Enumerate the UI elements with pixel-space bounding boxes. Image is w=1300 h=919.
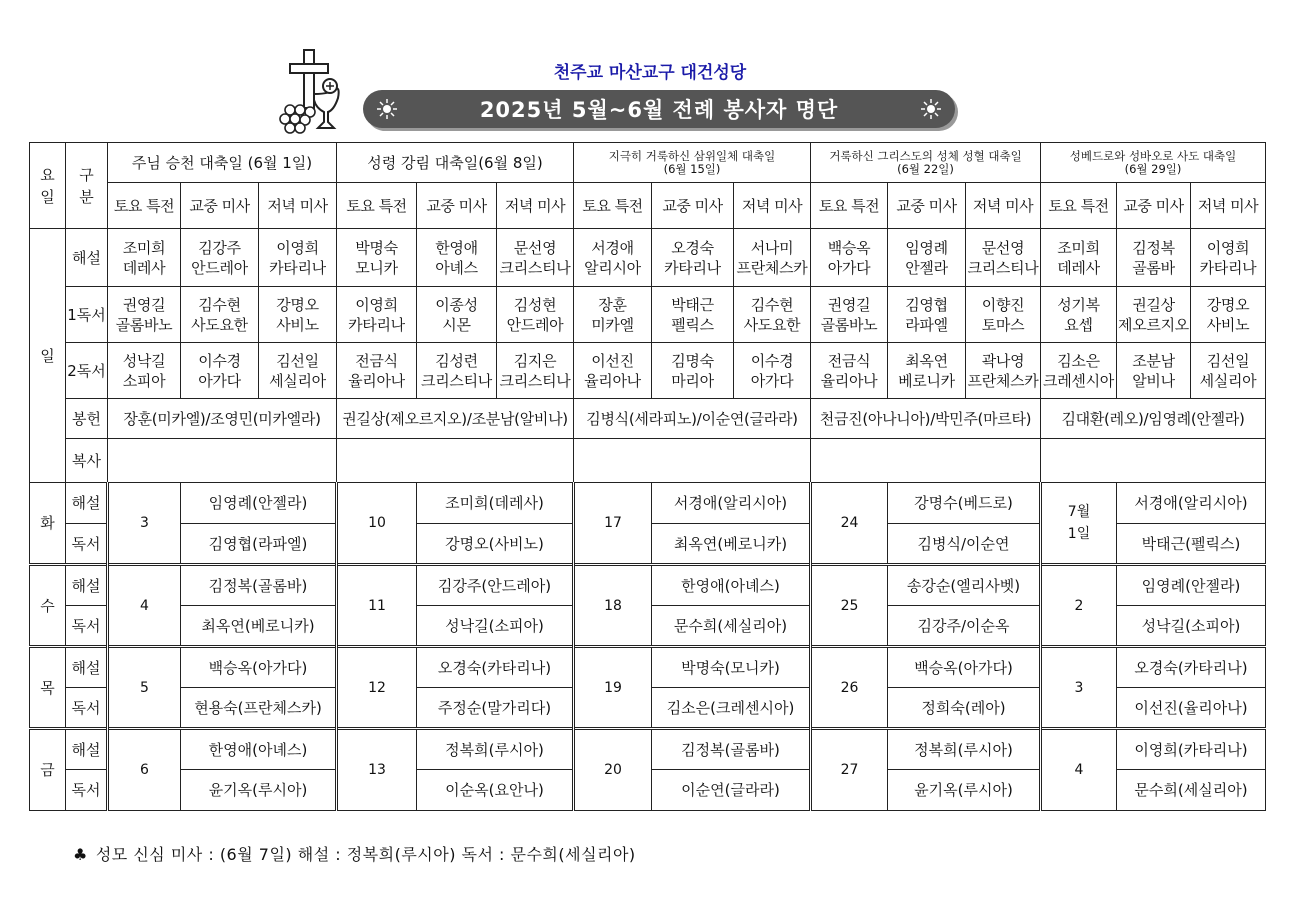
weekday-date [574,647,652,729]
reader-name: 이선진(율리아나) [1117,688,1266,729]
minister-baptismal-name: 모니카 [355,258,398,277]
feast-header [108,143,337,183]
feast-name: 지극히 거룩하신 삼위일체 대축일 [608,148,776,163]
weekday-date [1041,483,1117,565]
minister-baptismal-name: 시몬 [442,315,471,334]
weekday-date-text: 6 [140,762,149,778]
reader-name: 김강주/이순옥 [888,606,1041,647]
mass-type-header: 토요 특전 [574,183,652,229]
reader-name: 최옥연(베로니카) [652,524,811,565]
minister-name: 이종성 [435,295,478,314]
reader-name: 김영협(라파엘) [181,524,337,565]
minister-name: 이영희 [276,238,319,257]
minister-baptismal-name: 크리스티나 [499,258,571,277]
minister-cell [1041,343,1117,399]
minister-baptismal-name: 크리스티나 [499,371,571,390]
reader-name: 김소은(크레센시아) [652,688,811,729]
minister-name: 문선영 [981,238,1025,257]
minister-name: 김소은 [1057,351,1100,370]
commentator-name: 송강순(엘리사벳) [888,565,1041,606]
minister-baptismal-name: 카타리나 [269,258,326,277]
minister-cell [181,287,259,343]
reader-name: 현용숙(프란체스카) [181,688,337,729]
minister-name: 김수현 [750,295,794,314]
minister-name: 강명오 [276,295,319,314]
commentator-name: 김정복(골롬바) [652,729,811,770]
weekday-date [1041,565,1117,647]
offertory-cell: 김병식(세라피노)/이순연(글라라) [574,399,811,439]
minister-name: 최옥연 [905,351,948,370]
commentator-name: 조미희(데레사) [417,483,574,524]
server-cell [811,439,1041,483]
col-type-header [66,143,108,229]
minister-baptismal-name: 사비노 [276,315,319,334]
weekday-date [108,647,181,729]
minister-cell [108,343,181,399]
feast-name: 성베드로와 성바오로 사도 대축일 [1069,148,1237,163]
commentator-name: 임영례(안젤라) [1117,565,1266,606]
minister-baptismal-name: 안드레아 [506,315,564,334]
minister-name: 임영례 [905,238,948,257]
mass-type-header: 토요 특전 [108,183,181,229]
mass-type-header: 저녁 미사 [734,183,811,229]
weekday-date-text: 12 [368,679,386,696]
minister-cell [497,343,574,399]
feast-date: (6월 22일) [897,161,954,176]
weekday-date-text: 27 [840,762,859,778]
minister-name: 이향진 [981,295,1025,314]
reader-name: 문수희(세실리아) [1117,770,1266,811]
mass-type-header: 토요 특전 [811,183,888,229]
minister-cell [888,287,966,343]
minister-name: 김선일 [276,351,319,370]
weekday-date [108,565,181,647]
minister-name: 조미희 [1057,238,1100,257]
minister-name: 조분남 [1132,351,1175,370]
weekday-date-text: 20 [604,762,622,778]
minister-cell [108,229,181,287]
weekday-date-text: 24 [840,515,859,531]
minister-baptismal-name: 사도요한 [191,315,248,334]
minister-cell [181,343,259,399]
weekday-label: 목 [30,647,66,729]
minister-cell [811,343,888,399]
minister-name: 조미희 [122,238,166,257]
feast-name: 성령 강림 대축일(6월 8일) [367,153,543,172]
commentator-name: 백승옥(아가다) [181,647,337,688]
minister-name: 성낙길 [122,351,166,370]
minister-cell [734,229,811,287]
minister-name: 오경숙 [671,238,714,257]
commentator-name: 한영애(아녜스) [181,729,337,770]
weekday-date-text: 2 [1074,597,1084,614]
weekday-date [1041,647,1117,729]
weekday-date [1041,729,1117,811]
role-label: 해설 [66,229,108,287]
minister-baptismal-name: 아녜스 [435,258,478,277]
minister-cell [1117,229,1191,287]
minister-baptismal-name: 알비나 [1132,371,1175,390]
weekday-date [337,565,417,647]
feast-name: 거룩하신 그리스도의 성체 성혈 대축일 [829,148,1022,163]
reader-name: 주정순(말가리다) [417,688,574,729]
minister-name: 권영길 [122,295,166,314]
minister-name: 강명오 [1206,295,1250,314]
mass-type-header: 교중 미사 [888,183,966,229]
minister-baptismal-name: 크리스티나 [421,371,492,390]
weekday-date-text: 17 [604,515,622,531]
reader-name: 문수희(세실리아) [652,606,811,647]
minister-cell [811,287,888,343]
minister-name: 서나미 [750,238,794,257]
commentator-name: 이영희(카타리나) [1117,729,1266,770]
minister-name: 이선진 [591,351,634,370]
weekday-date [811,647,888,729]
minister-cell [966,287,1041,343]
minister-baptismal-name: 율리아나 [584,371,641,390]
minister-cell [652,343,734,399]
minister-baptismal-name: 크레센시아 [1043,371,1114,390]
minister-baptismal-name: 율리아나 [820,371,878,390]
offertory-cell: 천금진(아나니아)/박민주(마르타) [811,399,1041,439]
minister-baptismal-name: 데레사 [122,258,166,277]
sunburst-icon [921,99,941,119]
commentator-name: 한영애(아녜스) [652,565,811,606]
feast-header [811,143,1041,183]
server-cell [1041,439,1266,483]
footer-note [73,842,636,865]
mass-type-header: 교중 미사 [181,183,259,229]
minister-baptismal-name: 소피아 [122,371,166,390]
minister-cell [108,287,181,343]
minister-cell [966,343,1041,399]
commentator-name: 정복희(루시아) [888,729,1041,770]
minister-baptismal-name: 프란체스카 [967,371,1039,390]
club-icon: ♣ [73,845,88,864]
weekday-date-text: 3 [140,515,149,531]
reader-name: 최옥연(베로니카) [181,606,337,647]
reader-name: 정희숙(레아) [888,688,1041,729]
minister-cell [734,287,811,343]
minister-cell [417,343,497,399]
reader-name: 윤기옥(루시아) [181,770,337,811]
minister-cell [652,229,734,287]
mass-type-header: 토요 특전 [337,183,417,229]
minister-baptismal-name: 펠릭스 [671,315,714,334]
col-day-header [30,143,66,229]
minister-baptismal-name: 골롬바노 [115,315,173,334]
weekday-date-text: 7월 1일 [1067,504,1091,542]
reader-name: 이순옥(요안나) [417,770,574,811]
weekday-label: 수 [30,565,66,647]
weekday-date-text: 11 [368,597,386,614]
role-label: 복사 [66,439,108,483]
minister-cell [888,343,966,399]
minister-baptismal-name: 골롬바노 [820,315,878,334]
parish-name [0,58,1300,83]
minister-baptismal-name: 아가다 [198,371,241,390]
minister-name: 전금식 [355,351,398,370]
reader-name: 이순연(글라라) [652,770,811,811]
minister-cell [259,343,337,399]
mass-type-header: 저녁 미사 [497,183,574,229]
commentator-name: 오경숙(카타리나) [1117,647,1266,688]
col-type-label: 구분 [79,165,94,206]
role-label: 독서 [66,770,108,811]
minister-baptismal-name: 토마스 [981,315,1025,334]
minister-baptismal-name: 카타리나 [1199,258,1257,277]
weekday-date [574,483,652,565]
minister-cell [811,229,888,287]
mass-type-header: 토요 특전 [1041,183,1117,229]
role-label: 해설 [66,483,108,524]
weekday-date-text: 4 [1074,762,1084,778]
minister-name: 김성련 [435,351,478,370]
reader-name: 강명오(사비노) [417,524,574,565]
minister-cell [966,229,1041,287]
minister-cell [1191,229,1266,287]
reader-name: 성낙길(소피아) [417,606,574,647]
minister-baptismal-name: 제오르지오 [1118,315,1189,334]
minister-name: 이영희 [355,295,398,314]
minister-baptismal-name: 미카엘 [591,315,634,334]
minister-name: 이영희 [1206,238,1250,257]
minister-name: 이수경 [750,351,794,370]
role-label: 2독서 [66,343,108,399]
commentator-name: 박명숙(모니카) [652,647,811,688]
weekday-label: 화 [30,483,66,565]
minister-name: 한영애 [435,238,478,257]
minister-cell [417,287,497,343]
weekday-date-text: 26 [840,679,859,696]
role-label: 해설 [66,729,108,770]
weekday-date-text: 5 [140,679,149,696]
footer-text: 성모 신심 미사 : (6월 7일) 해설 : 정복희(루시아) 독서 : 문수희(세실리아) [95,845,636,864]
weekday-date [574,729,652,811]
minister-cell [259,229,337,287]
roster-table [29,142,1266,811]
weekday-label: 금 [30,729,66,811]
minister-cell [1041,229,1117,287]
mass-type-header: 교중 미사 [417,183,497,229]
minister-name: 김수현 [198,295,241,314]
minister-baptismal-name: 세실리아 [1199,371,1257,390]
server-cell [337,439,574,483]
weekday-date-text: 4 [140,597,149,614]
feast-header [1041,143,1266,183]
weekday-date-text: 19 [604,679,622,696]
offertory-cell: 김대환(레오)/임영례(안젤라) [1041,399,1266,439]
offertory-cell: 권길상(제오르지오)/조분남(알비나) [337,399,574,439]
minister-baptismal-name: 아가다 [750,371,794,390]
mass-type-header: 저녁 미사 [1191,183,1266,229]
minister-baptismal-name: 사비노 [1206,315,1250,334]
weekday-date [337,647,417,729]
parish-name-text: 천주교 마산교구 대건성당 [553,63,747,83]
weekday-date-text: 10 [368,515,386,531]
minister-cell [574,287,652,343]
reader-name: 박태근(펠릭스) [1117,524,1266,565]
mass-type-header: 교중 미사 [1117,183,1191,229]
minister-baptismal-name: 데레사 [1057,258,1100,277]
minister-name: 서경애 [591,238,634,257]
col-day-label: 요일 [40,165,55,206]
commentator-name: 임영례(안젤라) [181,483,337,524]
minister-name: 전금식 [827,351,871,370]
minister-cell [497,229,574,287]
minister-cell [337,287,417,343]
minister-cell [734,343,811,399]
feast-date: (6월 29일) [1124,161,1182,176]
minister-cell [337,229,417,287]
feast-header [574,143,811,183]
weekday-date-text: 3 [1074,679,1084,696]
weekday-label-sunday: 일 [30,229,66,483]
minister-name: 성기복 [1057,295,1100,314]
title-banner [363,90,955,128]
weekday-date [108,729,181,811]
minister-baptismal-name: 아가다 [827,258,871,277]
minister-baptismal-name: 카타리나 [348,315,405,334]
commentator-name: 서경애(알리시아) [1117,483,1266,524]
weekday-date [337,729,417,811]
commentator-name: 강명수(베드로) [888,483,1041,524]
minister-baptismal-name: 세실리아 [269,371,326,390]
minister-baptismal-name: 베로니카 [898,371,955,390]
weekday-date [337,483,417,565]
minister-cell [652,287,734,343]
minister-name: 권영길 [827,295,871,314]
minister-name: 백승옥 [827,238,871,257]
minister-baptismal-name: 요셉 [1064,315,1093,334]
weekday-date-text: 18 [604,597,622,614]
minister-baptismal-name: 라파엘 [905,315,948,334]
minister-baptismal-name: 카타리나 [664,258,721,277]
minister-name: 문선영 [513,238,557,257]
commentator-name: 오경숙(카타리나) [417,647,574,688]
commentator-name: 김강주(안드레아) [417,565,574,606]
sunburst-icon [377,99,397,119]
weekday-date [811,483,888,565]
role-label: 독서 [66,688,108,729]
minister-name: 이수경 [198,351,241,370]
minister-cell [1117,343,1191,399]
weekday-date [811,565,888,647]
mass-type-header: 교중 미사 [652,183,734,229]
minister-baptismal-name: 안젤라 [905,258,948,277]
minister-cell [574,229,652,287]
minister-cell [574,343,652,399]
minister-name: 장훈 [598,295,627,314]
minister-name: 곽나영 [981,351,1025,370]
offertory-cell: 장훈(미카엘)/조영민(미카엘라) [108,399,337,439]
minister-cell [1191,287,1266,343]
mass-type-header: 저녁 미사 [259,183,337,229]
server-cell [108,439,337,483]
commentator-name: 김정복(골롬바) [181,565,337,606]
reader-name: 성낙길(소피아) [1117,606,1266,647]
role-label: 1독서 [66,287,108,343]
minister-cell [1041,287,1117,343]
role-label: 해설 [66,565,108,606]
minister-name: 김지은 [513,351,557,370]
minister-cell [1191,343,1266,399]
minister-name: 김영협 [905,295,948,314]
weekday-date [811,729,888,811]
commentator-name: 백승옥(아가다) [888,647,1041,688]
minister-cell [181,229,259,287]
minister-baptismal-name: 사도요한 [743,315,801,334]
minister-baptismal-name: 크리스티나 [967,258,1039,277]
weekday-date-text: 25 [840,597,859,614]
minister-cell [888,229,966,287]
minister-cell [1117,287,1191,343]
minister-name: 권길상 [1132,295,1175,314]
minister-name: 박명숙 [355,238,398,257]
role-label: 독서 [66,606,108,647]
server-cell [574,439,811,483]
minister-name: 김성현 [513,295,557,314]
minister-baptismal-name: 골롬바 [1132,258,1175,277]
role-label: 봉헌 [66,399,108,439]
reader-name: 김병식/이순연 [888,524,1041,565]
minister-cell [497,287,574,343]
minister-name: 김강주 [198,238,241,257]
commentator-name: 서경애(알리시아) [652,483,811,524]
minister-cell [259,287,337,343]
minister-baptismal-name: 프란체스카 [736,258,808,277]
commentator-name: 정복희(루시아) [417,729,574,770]
feast-header [337,143,574,183]
weekday-date-text: 13 [368,762,386,778]
weekday-date [108,483,181,565]
minister-baptismal-name: 율리아나 [348,371,405,390]
mass-type-header: 저녁 미사 [966,183,1041,229]
weekday-date [574,565,652,647]
feast-date: (6월 15일) [663,161,721,176]
page-title: 2025년 5월~6월 전례 봉사자 명단 [479,98,839,122]
minister-cell [417,229,497,287]
minister-name: 김정복 [1132,238,1175,257]
feast-name: 주님 승천 대축일 (6월 1일) [131,153,313,172]
minister-name: 김명숙 [671,351,714,370]
minister-baptismal-name: 마리아 [671,371,714,390]
minister-name: 박태근 [671,295,714,314]
minister-baptismal-name: 알리시아 [584,258,641,277]
role-label: 독서 [66,524,108,565]
reader-name: 윤기옥(루시아) [888,770,1041,811]
role-label: 해설 [66,647,108,688]
minister-name: 김선일 [1206,351,1250,370]
minister-cell [337,343,417,399]
minister-baptismal-name: 안드레아 [191,258,248,277]
